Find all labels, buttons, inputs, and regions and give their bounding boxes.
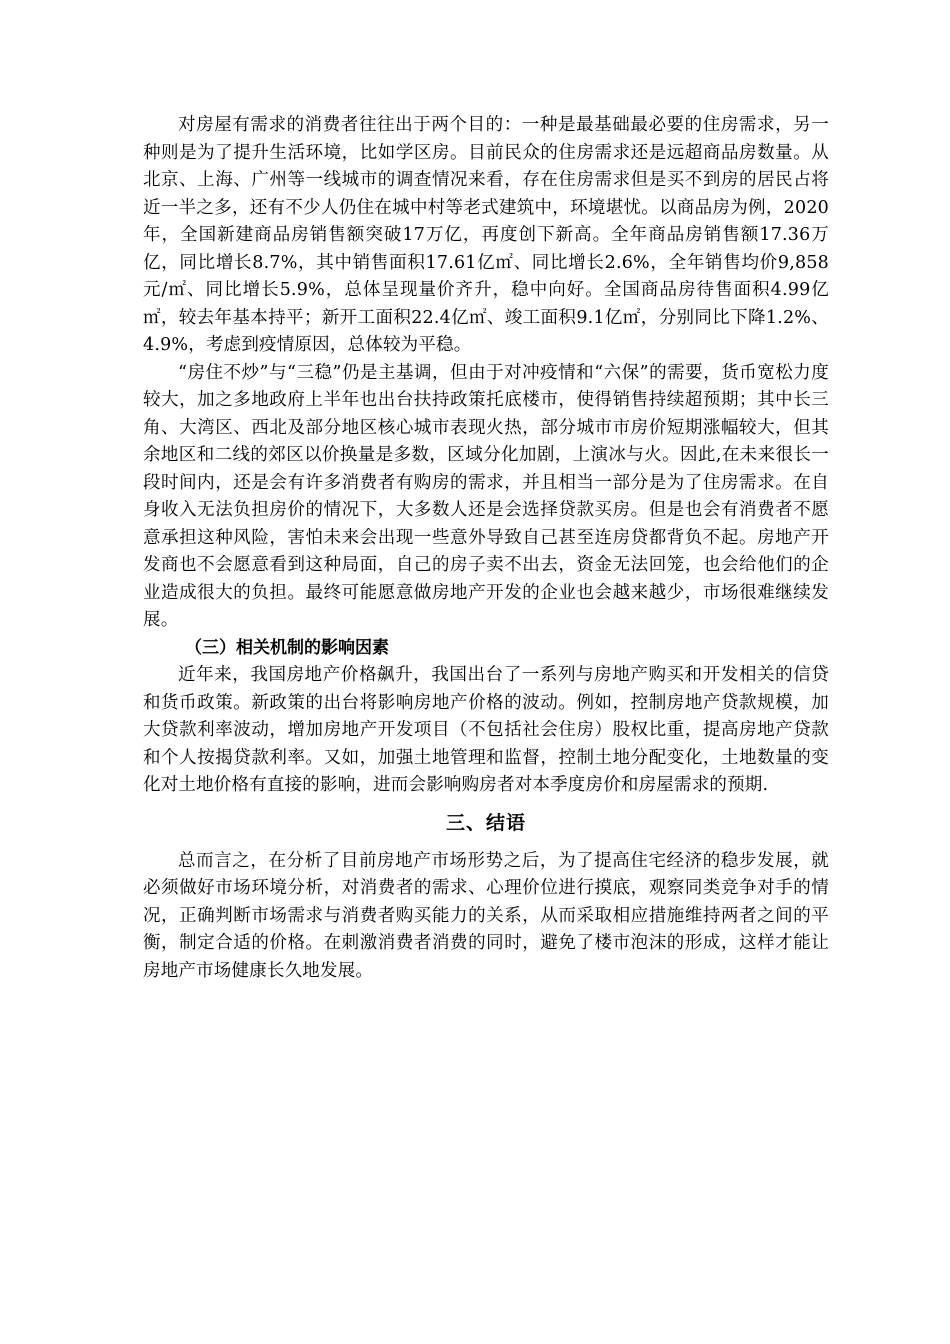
document-page (143, 112, 829, 985)
body-paragraph-demand: 对房屋有需求的消费者往往出于两个目的：一种是最基础最必要的住房需求，另一种则是为了提升生活环境，比如学区房。目前民众的住房需求还是远超商品房数量。从北京、上海、广州等一线城市的调查情况来看，存在住房需求但是买不到房的居民占将近一半之多，还有不少人仍住在城中村等老式建筑中，环境堪忧。以商品房为例，2020年，全国新建商品房销售额突破17万亿，再度创下新高。全年商品房销售额17.36万亿，同比增长8.7%，其中销售面积17.61亿㎡、同比增长2.6%，全年销售均价9,858元/㎡、同比增长5.9%，总体呈现量价齐升，稳中向好。全国商品房待售面积4.99亿㎡，较去年基本持平；新开工面积22.4亿㎡、竣工面积9.1亿㎡，分别同比下降1.2%、4.9%，考虑到疫情原因，总体较为平稳。 (143, 115, 829, 355)
section-title-conclusion: 三、结语 (445, 811, 526, 834)
body-paragraph-conclusion: 总而言之，在分析了目前房地产市场形势之后，为了提高住宅经济的稳步发展，就必须做好市场环境分析，对消费者的需求、心理价位进行摸底，观察同类竞争对手的情况，正确判断市场需求与消费者购买能力的关系，从而采取相应措施维持两者之间的平衡，制定合适的价格。在刺激消费者消费的同时，避免了楼市泡沫的形成，这样才能让房地产市场健康长久地发展。 (143, 850, 829, 981)
subheading-mechanism-factors: （三）相关机制的影响因素 (185, 637, 389, 658)
body-paragraph-policy: “房住不炒”与“三稳”仍是主基调，但由于对冲疫情和“六保”的需要，货币宽松力度较大，加之多地政府上半年也出台扶持政策托底楼市，使得销售持续超预期；其中长三角、大湾区、西北及部分地区核心城市表现火热，部分城市市房价短期涨幅较大，但其余地区和二线的郊区以价换量是多数，区域分化加剧，上演冰与火。因此,在未来很长一段时间内，还是会有许多消费者有购房的需求，并且相当一部分是为了住房需求。在自身收入无法负担房价的情况下，大多数人还是会选择贷款买房。但是也会有消费者不愿意承担这种风险，害怕未来会出现一些意外导致自己甚至连房贷都背负不起。房地产开发商也不会愿意看到这种局面，自己的房子卖不出去，资金无法回笼，也会给他们的企业造成很大的负担。最终可能愿意做房地产开发的企业也会越来越少，市场很难继续发展。 (143, 362, 829, 630)
body-paragraph-mechanism: 近年来，我国房地产价格飙升，我国出台了一系列与房地产购买和开发相关的信贷和货币政策。新政策的出台将影响房地产价格的波动。例如，控制房地产贷款规模，加大贷款利率波动，增加房地产开发项目（不包括社会住房）股权比重，提高房地产贷款和个人按揭贷款利率。又如，加强土地管理和监督，控制土地分配变化，土地数量的变化对土地价格有直接的影响，进而会影响购房者对本季度房价和房屋需求的预期. (143, 665, 829, 795)
